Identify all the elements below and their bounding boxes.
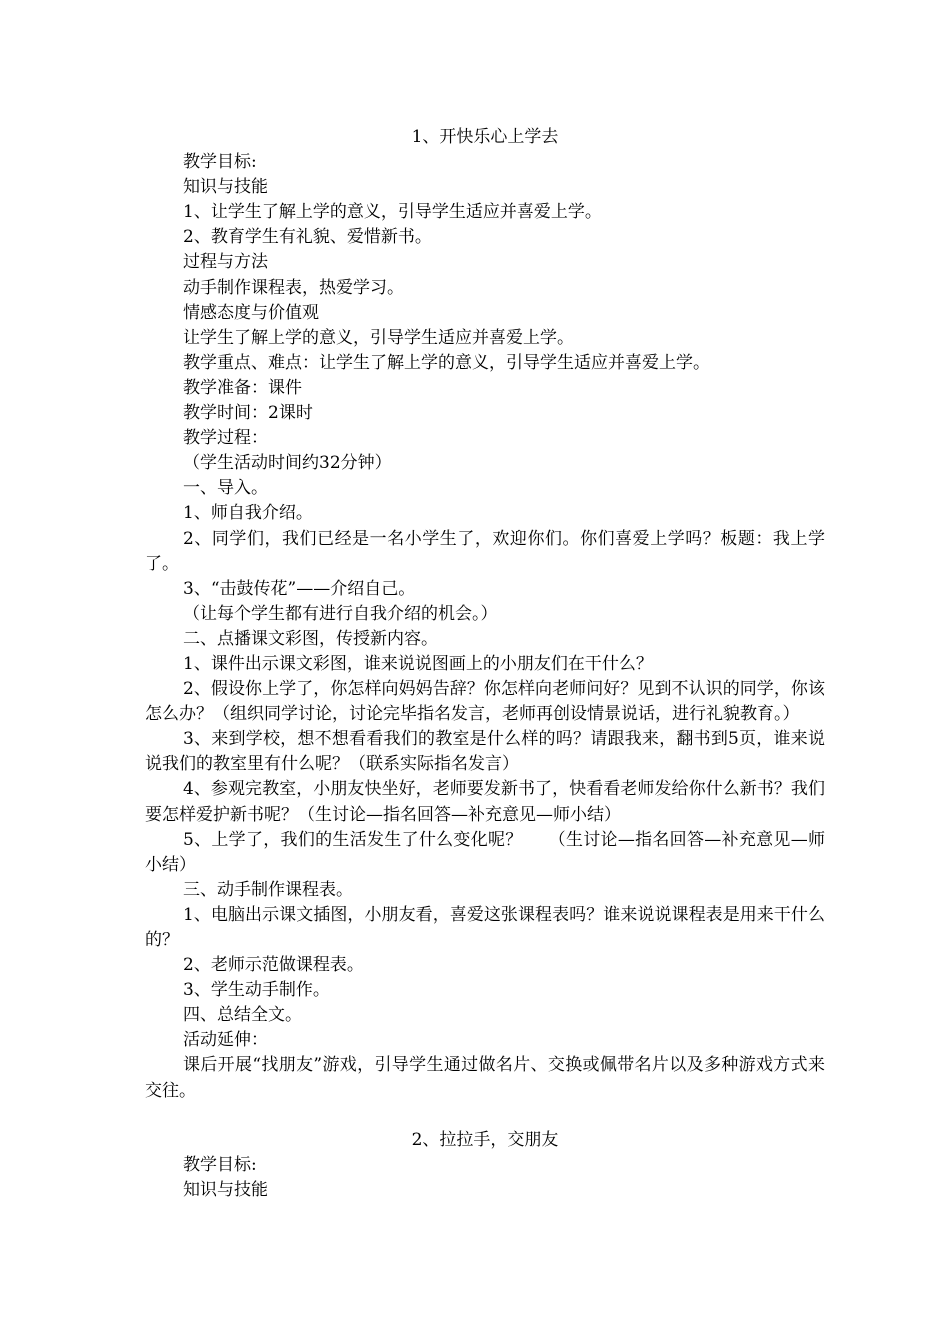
paragraph: 2、同学们，我们已经是一名小学生了，欢迎你们。你们喜爱上学吗？板题：我上学了。 (145, 528, 825, 574)
paragraph: 2、教育学生有礼貌、爱惜新书。 (183, 227, 432, 248)
paragraph: 教学目标: (183, 152, 257, 173)
paragraph: 活动延伸： (183, 1030, 268, 1051)
paragraph: 过程与方法 (183, 252, 268, 273)
paragraph: 3、来到学校，想不想看看我们的教室是什么样的吗？请跟我来，翻书到5页，谁来说说我们的教室里有什么呢？（联系实际指名发言） (145, 729, 825, 775)
lesson-1-body (145, 150, 825, 1104)
paragraph: 教学过程： (183, 428, 268, 449)
paragraph: 2、假设你上学了，你怎样向妈妈告辞？你怎样向老师问好？见到不认识的同学，你该怎么办？（组织同学讨论，讨论完毕指名发言，老师再创设情景说话，进行礼貌教育。） (145, 679, 825, 725)
paragraph: 二、点播课文彩图，传授新内容。 (183, 628, 438, 649)
paragraph: 课后开展“找朋友”游戏，引导学生通过做名片、交换或佩带名片以及多种游戏方式来交往。 (145, 1055, 825, 1101)
paragraph: 四、总结全文。 (183, 1005, 302, 1026)
paragraph: 知识与技能 (183, 177, 268, 198)
paragraph: 5、上学了，我们的生活发生了什么变化呢？ （生讨论—指名回答—补充意见—师小结） (145, 829, 825, 875)
paragraph: 1、师自我介绍。 (183, 503, 313, 524)
paragraph: 动手制作课程表，热爱学习。 (183, 277, 404, 298)
paragraph: （学生活动时间约32分钟） (183, 453, 392, 474)
paragraph: 知识与技能 (183, 1179, 268, 1200)
paragraph: 让学生了解上学的意义，引导学生适应并喜爱上学。 (183, 327, 574, 348)
section-gap (145, 1104, 825, 1128)
lesson-2-title: 2、拉拉手，交朋友 (411, 1129, 559, 1150)
document-page (145, 125, 825, 1203)
paragraph: 3、“击鼓传花”——介绍自己。 (183, 578, 416, 599)
paragraph: 一、导入。 (183, 478, 268, 499)
paragraph: 2、老师示范做课程表。 (183, 955, 364, 976)
paragraph: 教学目标: (183, 1154, 257, 1175)
paragraph: 教学时间：2课时 (183, 403, 313, 424)
paragraph: 教学准备：课件 (183, 377, 302, 398)
paragraph: 1、课件出示课文彩图，谁来说说图画上的小朋友们在干什么？ (183, 653, 653, 674)
paragraph: 4、参观完教室，小朋友快坐好，老师要发新书了，快看看老师发给你什么新书？我们要怎样爱护新书呢？（生讨论—指名回答—补充意见—师小结） (145, 779, 825, 825)
paragraph: 三、动手制作课程表。 (183, 879, 353, 900)
paragraph: 1、电脑出示课文插图，小朋友看，喜爱这张课程表吗？谁来说说课程表是用来干什么的？ (145, 904, 825, 950)
paragraph: 3、学生动手制作。 (183, 980, 330, 1001)
paragraph: （让每个学生都有进行自我介绍的机会。） (183, 603, 498, 624)
paragraph: 情感态度与价值观 (183, 302, 319, 323)
lesson-1-title: 1、开快乐心上学去 (411, 127, 559, 147)
lesson-2-body (145, 1153, 825, 1203)
paragraph: 教学重点、难点：让学生了解上学的意义，引导学生适应并喜爱上学。 (183, 352, 710, 373)
paragraph: 1、让学生了解上学的意义，引导学生适应并喜爱上学。 (183, 202, 602, 223)
